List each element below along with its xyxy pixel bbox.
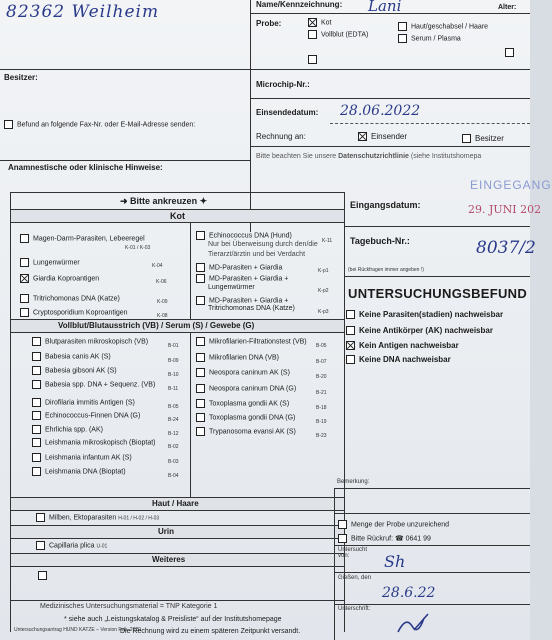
checkbox[interactable] bbox=[32, 398, 41, 407]
urin-item[interactable]: Capillaria plica U-01 bbox=[36, 541, 107, 550]
test-code: B-19 bbox=[316, 419, 327, 425]
kot-item-magen-darm[interactable]: Magen-Darm-Parasiten, Lebeeregel bbox=[20, 234, 145, 243]
test-code: B-05 bbox=[168, 404, 179, 410]
kot-item-md-giardia-tritri[interactable]: MD-Parasiten + Giardia + bbox=[196, 296, 288, 305]
test-code: B-23 bbox=[316, 433, 327, 439]
eingang-stamp: EINGEGANG bbox=[470, 178, 552, 192]
kot-item-cryptosporidium[interactable]: Cryptosporidium Koproantigen bbox=[20, 308, 128, 317]
checkbox[interactable] bbox=[196, 413, 205, 422]
test-code: B-12 bbox=[168, 431, 179, 437]
checkbox[interactable] bbox=[32, 366, 41, 375]
test-code: B-21 bbox=[316, 390, 327, 396]
anamnese-label: Anamnestische oder klinische Hinweise: bbox=[8, 163, 163, 172]
untersucht-label: Untersucht von: bbox=[338, 547, 368, 559]
blut-left-item[interactable]: Ehrlichia spp. (AK) bbox=[32, 425, 103, 434]
tagebuch-label: Tagebuch-Nr.: bbox=[350, 236, 410, 246]
blut-left-item[interactable]: Blutparasiten mikroskopisch (VB) bbox=[32, 337, 148, 346]
checkbox[interactable] bbox=[196, 399, 205, 408]
footer-rechnung: Die Rechnung wird zu einem späteren Zeitpunkt versandt. bbox=[120, 628, 301, 635]
checkbox[interactable] bbox=[196, 384, 205, 393]
blut-left-item[interactable]: Leishmania mikroskopisch (Bioptat) bbox=[32, 438, 156, 447]
datenschutz-note: Bitte beachten Sie unsere Datenschutzrichtlinie (siehe Institutshomepa bbox=[256, 153, 482, 160]
einsendedatum-label: Einsendedatum: bbox=[256, 108, 319, 117]
blut-left-item[interactable]: Leishmania DNA (Bioptat) bbox=[32, 467, 126, 476]
blut-right-item[interactable]: Mikrofilarien DNA (VB) bbox=[196, 353, 279, 362]
name-label: Name/Kennzeichnung: bbox=[256, 0, 343, 9]
probe-vollblut-checkbox[interactable] bbox=[308, 30, 317, 39]
fax-option[interactable]: Befund an folgende Fax-Nr. oder E-Mail-Adresse senden: bbox=[4, 120, 240, 129]
urin-header: Urin bbox=[158, 527, 174, 536]
test-code: B-04 bbox=[168, 473, 179, 479]
probe-haut-checkbox[interactable] bbox=[398, 22, 407, 31]
untersucht-signature: Sh bbox=[384, 552, 406, 571]
besitzer-label: Besitzer: bbox=[4, 73, 38, 82]
test-code: B-11 bbox=[168, 386, 179, 392]
blut-left-item[interactable]: Babesia gibsoni AK (S) bbox=[32, 366, 117, 375]
kot-item-lungen[interactable]: Lungenwürmer bbox=[20, 258, 80, 267]
checkbox[interactable] bbox=[32, 438, 41, 447]
haut-header: Haut / Haare bbox=[152, 499, 199, 508]
probe-kot[interactable]: Kot bbox=[308, 18, 332, 27]
menge-unzureichend[interactable]: Menge der Probe unzureichend bbox=[338, 520, 449, 529]
probe-extra-checkbox[interactable] bbox=[308, 51, 321, 69]
blut-left-item[interactable]: Echinococcus-Finnen DNA (G) bbox=[32, 411, 140, 420]
probe-extra-checkbox-2[interactable] bbox=[505, 44, 518, 62]
footer-leistung: * siehe auch „Leistungskatalog & Preisliste“ auf der Institutshomepage bbox=[64, 616, 282, 623]
tagebuch-value: 8037/2 bbox=[476, 238, 536, 258]
checkbox[interactable] bbox=[32, 380, 41, 389]
probe-label: Probe: bbox=[256, 19, 282, 28]
blut-right-item[interactable]: Toxoplasma gondii DNA (G) bbox=[196, 413, 295, 422]
rueckruf[interactable]: Bitte Rückruf: ☎ 0641 99 bbox=[338, 534, 431, 543]
rechnung-einsender[interactable]: Einsender bbox=[358, 132, 407, 141]
haut-item[interactable]: Milben, Ektoparasiten H-01 / H-02 / H-03 bbox=[36, 513, 159, 522]
befund-parasiten[interactable]: Keine Parasiten(stadien) nachweisbar bbox=[346, 310, 503, 319]
giessen-date: 28.6.22 bbox=[382, 585, 436, 601]
blut-right-item[interactable]: Toxoplasma gondii AK (S) bbox=[196, 399, 289, 408]
name-value: Lani bbox=[368, 0, 402, 15]
checkbox[interactable] bbox=[32, 352, 41, 361]
blut-right-item[interactable]: Trypanosoma evansi AK (S) bbox=[196, 427, 296, 436]
rechnung-label: Rechnung an: bbox=[256, 132, 306, 141]
checkbox[interactable] bbox=[196, 337, 205, 346]
footer-tnp: Medizinisches Untersuchungsmaterial = TNP Kategorie 1 bbox=[40, 603, 218, 610]
probe-kot-checkbox[interactable] bbox=[308, 18, 317, 27]
einsendedatum-value: 28.06.2022 bbox=[340, 103, 421, 119]
checkbox[interactable] bbox=[32, 425, 41, 434]
blut-left-item[interactable]: Dirofilaria immitis Antigen (S) bbox=[32, 398, 135, 407]
blut-left-item[interactable]: Babesia spp. DNA + Sequenz. (VB) bbox=[32, 380, 155, 389]
address-handwritten: 82362 Weilheim bbox=[6, 2, 160, 22]
besitzer-checkbox[interactable] bbox=[462, 134, 471, 143]
kot-header: Kot bbox=[170, 211, 185, 221]
footer-version: Untersuchungsantrag HUND KATZE – Version Feb. 2020 bbox=[14, 627, 141, 633]
test-code: B-10 bbox=[168, 372, 179, 378]
test-code: B-20 bbox=[316, 374, 327, 380]
probe-vollblut[interactable]: Vollblut (EDTA) bbox=[308, 30, 368, 39]
blut-header: Vollblut/Blutausstrich (VB) / Serum (S) / Gewebe (G) bbox=[58, 321, 255, 330]
blut-right-item[interactable]: Neospora caninum AK (S) bbox=[196, 368, 290, 377]
befund-antigen[interactable]: Kein Antigen nachweisbar bbox=[346, 341, 459, 350]
kot-item-md-giardia[interactable]: MD-Parasiten + Giardia bbox=[196, 263, 282, 272]
checkbox[interactable] bbox=[32, 411, 41, 420]
eingangsdatum-label: Eingangsdatum: bbox=[350, 200, 421, 210]
unterschrift-label: Unterschrift: bbox=[338, 606, 371, 612]
blut-right-item[interactable]: Mikrofilarien-Filtrationstest (VB) bbox=[196, 337, 307, 346]
eingang-stamp-date: 29. JUNI 202 bbox=[468, 203, 542, 216]
bemerkung-label: Bemerkung: bbox=[337, 479, 370, 485]
checkbox[interactable] bbox=[196, 427, 205, 436]
checkbox[interactable] bbox=[196, 368, 205, 377]
blut-left-item[interactable]: Leishmania infantum AK (S) bbox=[32, 453, 132, 462]
test-code: B-07 bbox=[316, 359, 327, 365]
test-code: B-09 bbox=[168, 358, 179, 364]
blut-left-item[interactable]: Babesia canis AK (S) bbox=[32, 352, 111, 361]
age-label: Alter: bbox=[498, 4, 517, 11]
kot-item-md-giardia-lunge[interactable]: MD-Parasiten + Giardia + bbox=[196, 274, 288, 283]
test-code: B-03 bbox=[168, 459, 179, 465]
bitte-ankreuzen: ➜ Bitte ankreuzen ✦ bbox=[120, 196, 208, 206]
rechnung-besitzer[interactable]: Besitzer bbox=[462, 134, 504, 143]
microchip-label: Microchip-Nr.: bbox=[256, 80, 310, 89]
kot-item-tritrichomonas[interactable]: Tritrichomonas DNA (Katze) bbox=[20, 294, 120, 303]
befund-antikoerper[interactable]: Keine Antikörper (AK) nachweisbar bbox=[346, 326, 493, 335]
checkbox[interactable] bbox=[32, 337, 41, 346]
test-code: B-05 bbox=[316, 343, 327, 349]
checkbox[interactable] bbox=[32, 467, 41, 476]
weiteres-checkbox[interactable] bbox=[38, 567, 51, 585]
befund-dna[interactable]: Keine DNA nachweisbar bbox=[346, 355, 451, 364]
befund-title: UNTERSUCHUNGSBEFUND bbox=[348, 286, 528, 301]
kot-item-giardia[interactable]: Giardia Koproantigen bbox=[20, 274, 99, 283]
fax-checkbox[interactable] bbox=[4, 120, 13, 129]
einsender-checkbox[interactable] bbox=[358, 132, 367, 141]
test-code: B-02 bbox=[168, 444, 179, 450]
probe-serum-checkbox[interactable] bbox=[398, 34, 407, 43]
weiteres-header: Weiteres bbox=[152, 555, 186, 564]
form-page: 82362 Weilheim Name/Kennzeichnung: Lani Alter: Probe: Kot Vollblut (EDTA) Haut/geschabsel / Haare Serum / Plasma Besitzer: Microchip-Nr.: Einsendedatum: 28.06.2022 Befund an folgende Fax-Nr. oder E-Mail-Adresse senden: Rechnung an: Einsender Besitzer Bitte beachten Sie unsere Datenschutzrichtlinie (siehe Institutshomepa Anamnestische oder klinische Hinweise: EINGEGANG ➜ Bitte ankreuzen ✦ Kot Magen-Darm-Parasiten, Lebeeregel K-01 / K-03 Lungenwürmer K-04 Giardia Koproantigen K-06 Tritrichomonas DNA (Katze) K-09 Cryptosporidium Koproantigen K-08 Echinococcus DNA (Hund) K-11 Nur bei Überweisung durch den/die Tierarzt/ärztin und bei Verdacht MD-Parasiten + Giardia K-p1 MD-Parasiten + Giardia + Lungenwürmer K-p2 MD-Parasiten + Giardia + Tritrichomonas DNA (Katze) K-p3 Vollblut/Blutausstrich (VB) / Serum (S) / Gewebe (G) Blutparasiten mikroskopisch (VB) B-01 Babesia canis AK (S) B-09 Babesia gibsoni AK (S) B-10 Babesia spp. DNA + Sequenz. (VB) B-11 Dirofilaria immitis Antigen (S) B-05 Echinococcus-Finnen DNA (G) B-24 Ehrlichia spp. (AK) B-12 Leishmania mikroskopisch (Bioptat) B-02 Leishmania infantum AK (S) B-03 Leishmania DNA (Bioptat) B-04 Mikrofilarien-Filtrationstest (VB) B-05 Mikrofilarien DNA (VB) B-07 Neospora caninum AK (S) B-20 Neospora caninum DNA (G) B-21 Toxoplasma gondii AK (S) B-18 Toxoplasma gondii DNA (G) B-19 Trypanosoma evansi AK (S) B-23 Haut / Haare Milben, Ektoparasiten H-01 / H-02 / H-03 Urin Capillaria plica U-01 Weiteres Medizinisches Untersuchungsmaterial = TNP Kategorie 1 * siehe auch „Leistungskatalog & Preisliste“ auf der Institutshomepage Untersuchungsantrag HUND KATZE – Version Feb. 2020 Die Rechnung wird zu einem späteren Zeitpunkt versandt. Eingangsdatum: 29. JUNI 202 Tagebuch-Nr.: 8037/2 (bei Rückfragen immer angeben !) UNTERSUCHUNGSBEFUND Keine Parasiten(stadien) nachweisbar Keine Antikörper (AK) nachweisbar Kein Antigen nachweisbar Keine DNA nachweisbar Bemerkung: Menge der Probe unzureichend Bitte Rückruf: ☎ 0641 99 Untersucht von: Sh Gießen, den 28.6.22 Unterschrift: bbox=[0, 0, 530, 640]
checkbox[interactable] bbox=[196, 353, 205, 362]
giessen-label: Gießen, den bbox=[338, 575, 372, 581]
test-code: B-01 bbox=[168, 343, 179, 349]
probe-serum[interactable]: Serum / Plasma bbox=[398, 34, 461, 43]
rueckfragen-note: (bei Rückfragen immer angeben !) bbox=[348, 267, 424, 273]
kot-item-echinococcus[interactable]: Echinococcus DNA (Hund) bbox=[196, 231, 292, 240]
probe-haut[interactable]: Haut/geschabsel / Haare bbox=[398, 22, 488, 31]
unterschrift-signature bbox=[394, 612, 434, 636]
checkbox[interactable] bbox=[32, 453, 41, 462]
test-code: B-18 bbox=[316, 405, 327, 411]
blut-right-item[interactable]: Neospora caninum DNA (G) bbox=[196, 384, 296, 393]
test-code: B-24 bbox=[168, 417, 179, 423]
